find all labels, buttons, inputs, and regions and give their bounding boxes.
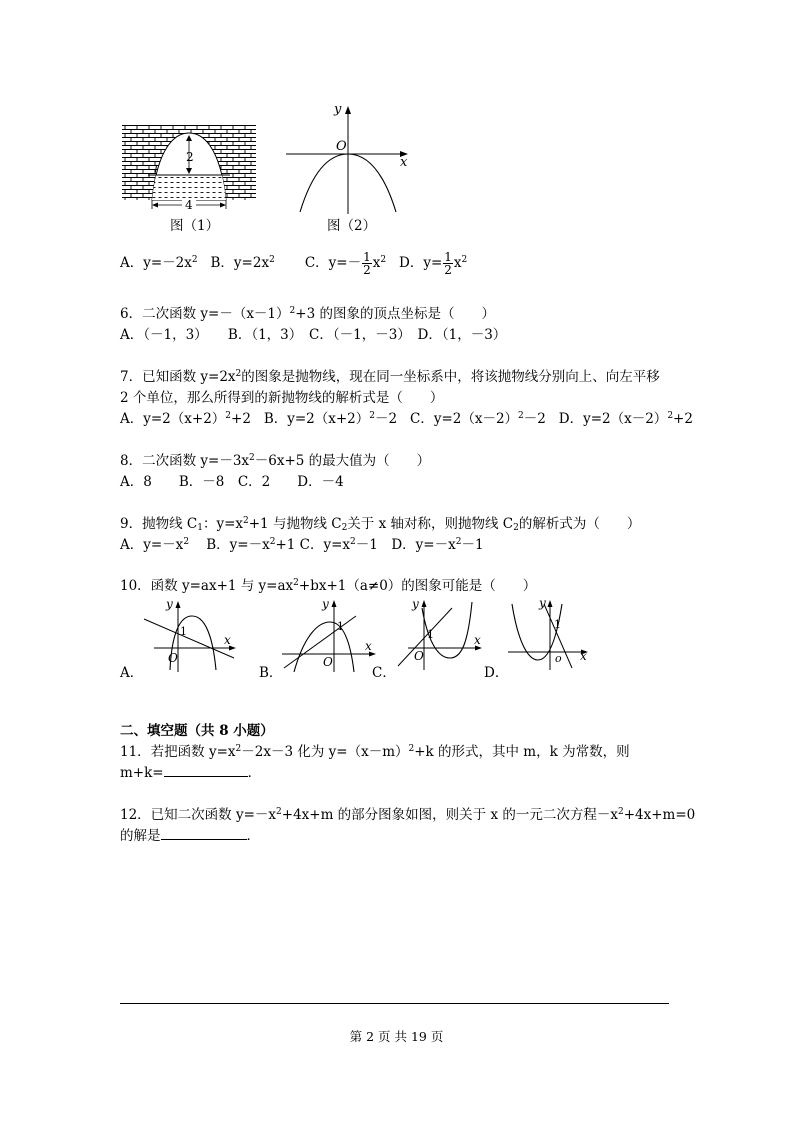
q7-stem-line1: 7．已知函数 $y=2x^2$的图象是抛物线，现在同一坐标系中，将该抛物线分别向上、向左平移 bbox=[120, 369, 660, 385]
graph-a-one: 1 bbox=[180, 625, 187, 638]
q10-graph-d bbox=[506, 594, 596, 674]
q12-answer-blank[interactable] bbox=[161, 827, 247, 840]
q5-option-c: C．y=－ $\frac{1}{2}$ $x^2$ bbox=[304, 250, 387, 277]
footer-divider bbox=[120, 1003, 669, 1004]
q11-answer-line: m+k= ． bbox=[120, 765, 262, 781]
tunnel-line-label: l bbox=[154, 164, 158, 177]
q7-option-a: A．$y=2(x+2)^2+2$ bbox=[120, 411, 251, 427]
q7-option-d: D．$y=2(x-2)^2+2$ bbox=[558, 411, 693, 427]
q12-answer-line: 的解是 ． bbox=[120, 828, 260, 844]
q7-stem-line2: 2 个单位，那么所得到的新抛物线的解析式是（ ） bbox=[120, 390, 444, 406]
page-number: 第 2 页 共 19 页 bbox=[349, 1029, 444, 1044]
graph-b-one: 1 bbox=[337, 620, 344, 633]
q10-option-a-label: A． bbox=[120, 665, 144, 681]
q7-option-c: C．$y=2(x-2)^2-2$ bbox=[409, 411, 546, 427]
figure-2-caption: 图（2） bbox=[327, 218, 377, 234]
q12-stem: 12．已知二次函数 $y=-x^2+4x+m$ 的部分图象如图，则关于 x 的一元二次方程$-x^2+4x+m=0$ bbox=[120, 807, 696, 823]
q10-option-c-label: C． bbox=[372, 665, 396, 681]
q10-stem: 10．函数 y=ax+1 与 $y=ax^2+bx+1(a\ne 0)$的图象可能是（ ） bbox=[120, 578, 537, 594]
graph-d-x-label: x bbox=[580, 649, 587, 663]
graph-c-x-label: x bbox=[474, 633, 481, 647]
graph-b-x-label: x bbox=[365, 639, 372, 653]
q8-options: A．8 B．－8 C．2 D．－4 bbox=[120, 474, 344, 490]
fig2-y-axis-label: y bbox=[334, 102, 342, 117]
tunnel-height-label: 2 bbox=[186, 150, 194, 164]
graph-a-y-label: y bbox=[166, 598, 173, 611]
q10-option-d-label: D． bbox=[484, 665, 509, 681]
graph-d-y-label: y bbox=[539, 596, 546, 610]
q7-option-b: B．$y=2(x+2)^2-2$ bbox=[263, 411, 398, 427]
q9-options: A．$y=-x^2$ B．$y=-x^2+1$ C．$y=x^2-1$ D．$y=-x^2-1$ bbox=[120, 537, 484, 553]
q10-option-b-label: B． bbox=[259, 665, 283, 681]
q5-options bbox=[120, 251, 467, 276]
tunnel-width-label: 4 bbox=[185, 198, 193, 212]
figure-2-parabola bbox=[286, 100, 416, 215]
q6-stem: 6．二次函数 $y=-(x-1)^2+3$ 的图象的顶点坐标是（ ） bbox=[120, 306, 495, 322]
q5-option-d: D．y= $\frac{1}{2}$ $x^2$ bbox=[399, 250, 468, 277]
graph-d-origin: o bbox=[555, 652, 562, 665]
graph-a-x-label: x bbox=[224, 633, 231, 647]
graph-c-origin: O bbox=[414, 649, 424, 663]
q11-stem: 11．若把函数 $y=x^2-2x-3$ 化为 $y=(x-m)^2+k$ 的形式，其中 m，k 为常数，则 bbox=[120, 744, 630, 760]
fig2-x-axis-label: x bbox=[400, 155, 408, 170]
q5-option-a: A．$y=-2x^2$ bbox=[120, 255, 198, 271]
figure-1-caption: 图（1） bbox=[170, 218, 220, 234]
graph-a-origin: O bbox=[168, 651, 178, 665]
q10-graph-a bbox=[140, 598, 240, 674]
graph-c-one: 1 bbox=[427, 628, 434, 641]
graph-d-one: 1 bbox=[554, 618, 561, 631]
graph-b-y-label: y bbox=[322, 597, 329, 611]
section-2-title: 二、填空题（共 8 小题） bbox=[120, 723, 274, 739]
figure-1-tunnel bbox=[122, 125, 256, 213]
q8-stem: 8．二次函数 $y=-3x^2-6x+5$ 的最大值为（ ） bbox=[120, 453, 431, 469]
q11-answer-blank[interactable] bbox=[164, 764, 248, 777]
q6-options: A．（－1，3） B．（1，3） C．（－1，－3） D．（1，－3） bbox=[120, 327, 507, 343]
graph-b-origin: O bbox=[323, 655, 333, 669]
fig2-origin-label: O bbox=[336, 139, 347, 154]
graph-c-y-label: y bbox=[412, 597, 419, 611]
q10-graph-b bbox=[280, 596, 380, 674]
q9-stem: 9．抛物线 $C_1$：$y=x^2+1$ 与抛物线 $C_2$关于 x 轴对称，则抛物线 $C_2$的解析式为（ ） bbox=[120, 516, 641, 533]
q5-option-b: B．$y=2x^2$ bbox=[210, 255, 275, 271]
q7-options bbox=[120, 410, 693, 428]
q10-graph-c bbox=[392, 594, 492, 674]
